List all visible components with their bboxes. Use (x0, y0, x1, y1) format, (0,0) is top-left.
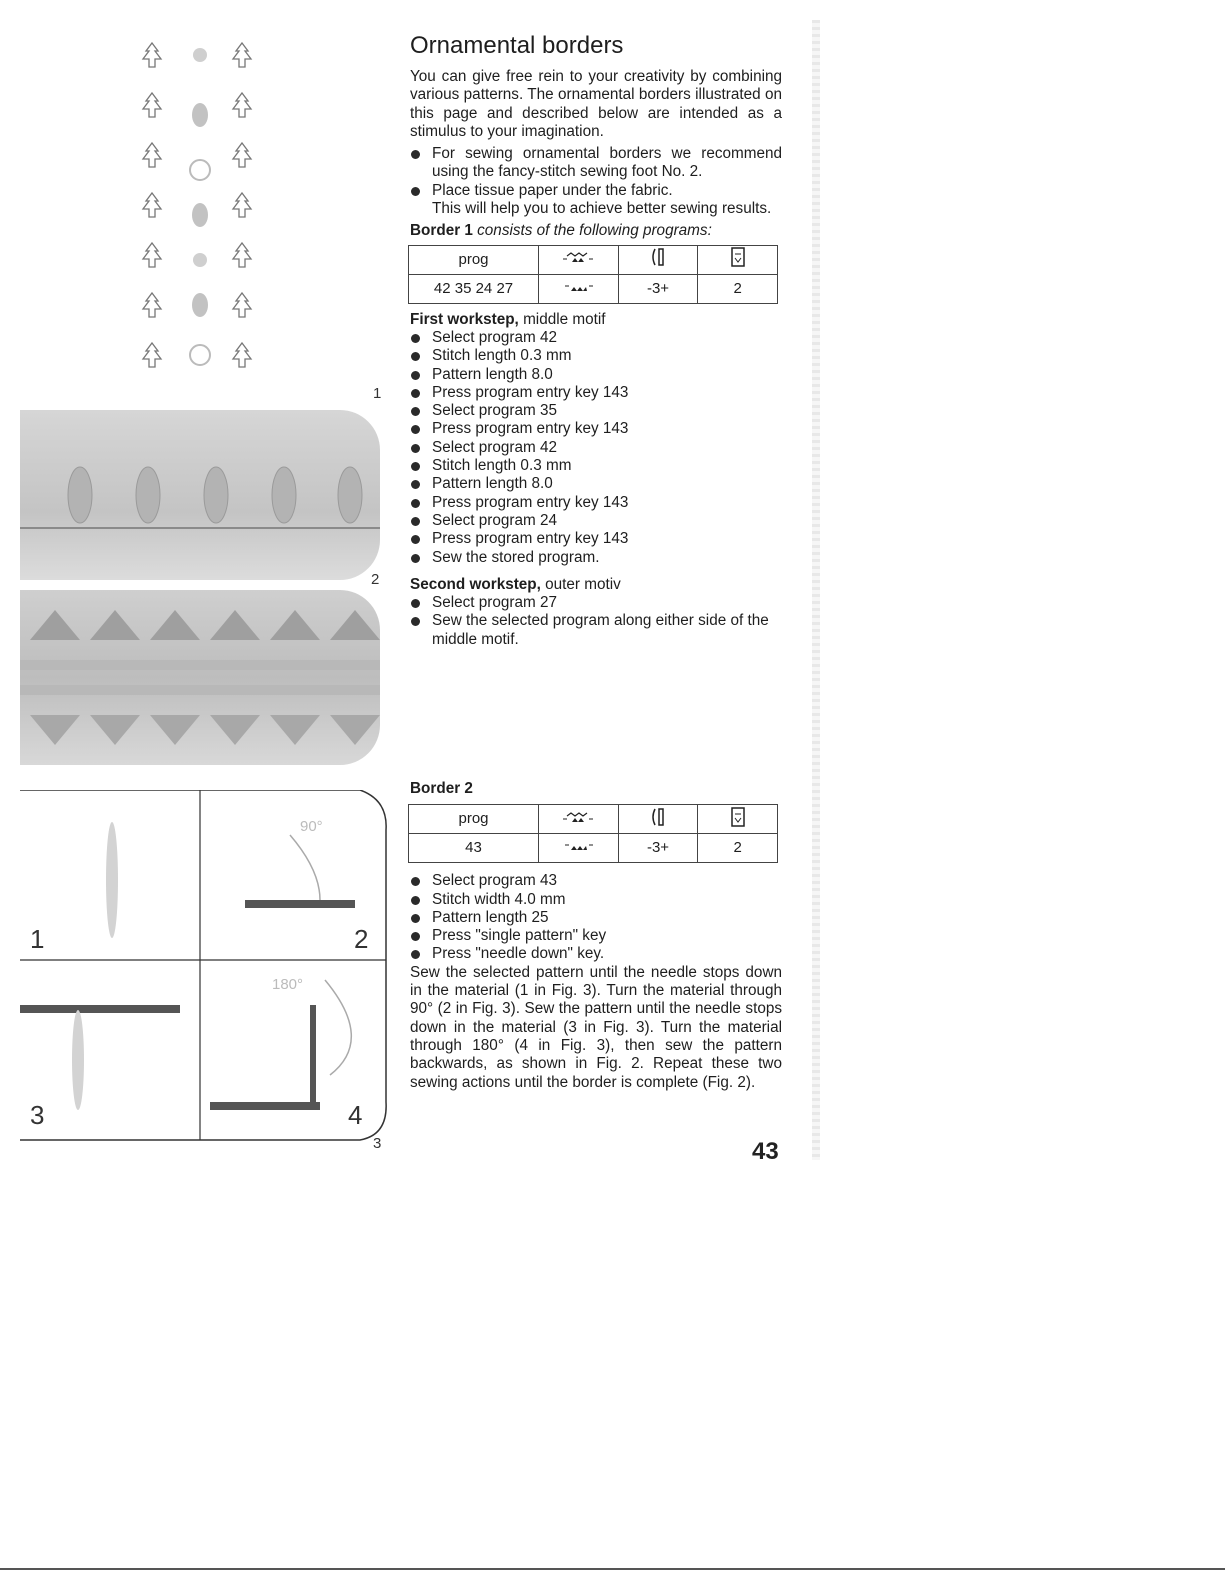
list-item: Sew the selected program along either side of the middle motif. (410, 612, 782, 649)
list-item: Pattern length 8.0 (410, 366, 782, 384)
page-edge-shadow (812, 20, 820, 1160)
diagram-cell-2-label: 2 (354, 924, 369, 954)
diagram-cell-3-label: 3 (30, 1100, 45, 1130)
main-text-column (410, 32, 782, 649)
stitch-pattern-icon (539, 805, 619, 834)
list-item: Press program entry key 143 (410, 420, 782, 438)
list-item: Pattern length 8.0 (410, 475, 782, 493)
list-item: Stitch length 0.3 mm (410, 347, 782, 365)
list-item: Select program 24 (410, 512, 782, 530)
intro-paragraph: You can give free rein to your creativity by combining various patterns. The ornamental borders illustrated on this page and described below are intended as a stimulus to your imagination. (410, 68, 782, 140)
list-item: Press program entry key 143 (410, 530, 782, 548)
figure-label-1: 1 (373, 385, 382, 402)
page-number: 43 (752, 1138, 779, 1165)
list-item: Press program entry key 143 (410, 384, 782, 402)
stitch-pattern-value-icon (539, 274, 619, 303)
border-2-heading: Border 2 (410, 780, 473, 797)
border-1-programs: 42 35 24 27 (409, 274, 539, 303)
list-item: Select program 35 (410, 402, 782, 420)
list-item: Sew the stored program. (410, 549, 782, 567)
list-item: Press program entry key 143 (410, 494, 782, 512)
border-1-settings-table (408, 245, 778, 304)
sewing-sequence-diagram (20, 790, 388, 1142)
list-item: Select program 43 (410, 872, 782, 890)
stitch-pattern-value-icon (539, 834, 619, 863)
first-workstep-list (410, 329, 782, 567)
stitch-pattern-icon (539, 245, 619, 274)
border-photo-triangles (20, 590, 380, 765)
diagram-cell-4-label: 4 (348, 1100, 363, 1130)
diagram-cell-1-label: 1 (30, 924, 45, 954)
table-header-prog: prog (409, 245, 539, 274)
second-workstep-heading: Second workstep, outer motiv (410, 575, 621, 593)
tips-list (410, 145, 782, 218)
left-leaf-column (143, 43, 161, 367)
table-header-prog: prog (409, 805, 539, 834)
border-1-heading: Border 1 consists of the following programs: (410, 222, 712, 240)
second-workstep-list (410, 594, 782, 649)
border-2-paragraph: Sew the selected pattern until the needle stops down in the material (1 in Fig. 3). Turn the material through 90° (2 in Fig. 3). Sew the pattern until the needle stops down in the material (3 in Fig. 3). Turn the material through 180° (4 in Fig. 3), then sew the pattern backwards, as shown in Fig. 2. Repeat these two sewing actions until the border is complete (Fig. 2). (410, 963, 782, 1091)
figure-label-2: 2 (371, 571, 380, 588)
list-item: Select program 42 (410, 329, 782, 347)
angle-180-label: 180° (272, 976, 304, 993)
presser-foot-icon (698, 245, 778, 274)
list-item: Select program 27 (410, 594, 782, 612)
first-workstep-heading: First workstep, middle motif (410, 310, 606, 328)
right-leaf-column (233, 43, 251, 367)
list-item: Stitch width 4.0 mm (410, 891, 782, 909)
tip-item: Place tissue paper under the fabric. This will help you to achieve better sewing results. (410, 182, 782, 219)
page-title: Ornamental borders (410, 32, 624, 59)
border-2-section (410, 780, 782, 1092)
middle-motif-column (190, 48, 210, 365)
presser-foot-value: 2 (698, 834, 778, 863)
presser-foot-icon (698, 805, 778, 834)
border-2-programs: 43 (409, 834, 539, 863)
list-item: Press "needle down" key. (410, 945, 782, 963)
figure-label-3: 3 (373, 1135, 382, 1152)
tip-item: For sewing ornamental borders we recommend using the fancy-stitch sewing foot No. 2. (410, 145, 782, 182)
stitch-width-icon (618, 805, 698, 834)
bottom-rule (0, 1568, 1225, 1570)
angle-90-label: 90° (300, 818, 323, 835)
stitch-width-value: -3+ (618, 274, 698, 303)
list-item: Press "single pattern" key (410, 927, 782, 945)
list-item: Pattern length 25 (410, 909, 782, 927)
presser-foot-value: 2 (698, 274, 778, 303)
border-1-illustration (130, 35, 270, 395)
list-item: Select program 42 (410, 439, 782, 457)
border-2-list (410, 872, 782, 963)
stitch-width-value: -3+ (618, 834, 698, 863)
border-2-settings-table (408, 804, 778, 863)
stitch-width-icon (618, 245, 698, 274)
list-item: Stitch length 0.3 mm (410, 457, 782, 475)
border-photo-leaves (20, 410, 380, 580)
